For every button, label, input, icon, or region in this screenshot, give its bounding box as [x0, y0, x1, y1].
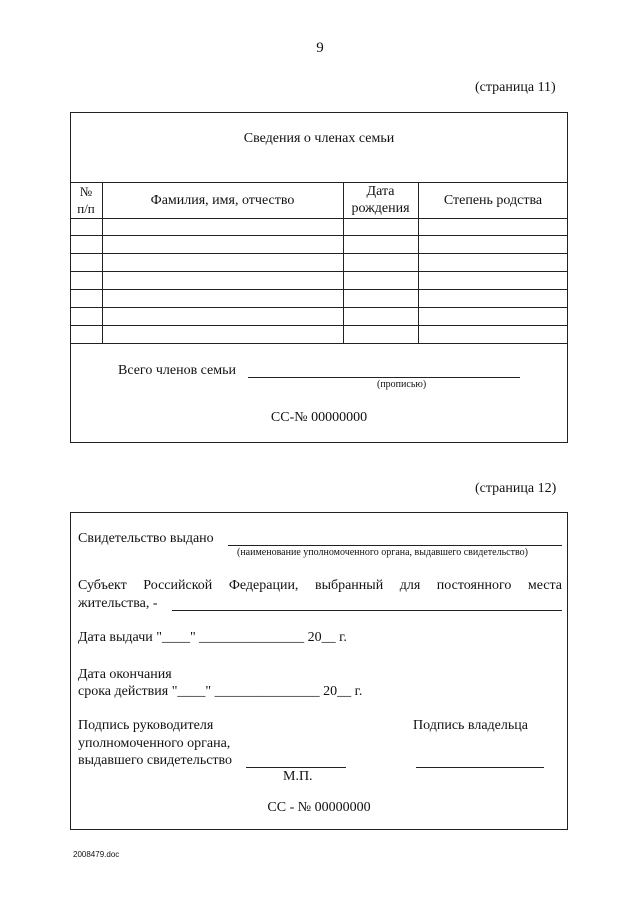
page-11-series: СС-№ 00000000 [270, 410, 368, 425]
col-fio-header: Фамилия, имя, отчество [150, 193, 295, 208]
total-members-hint: (прописью) [377, 379, 427, 390]
issued-by-field [228, 545, 562, 546]
family-members-form [70, 112, 568, 443]
page-11-label: (страница 11) [475, 80, 556, 95]
table-row-line [70, 289, 568, 290]
table-row-line [70, 307, 568, 308]
stamp-label: М.П. [283, 769, 313, 784]
head-signature-line-2: уполномоченного органа, [78, 736, 231, 751]
table-top-border [70, 182, 568, 183]
page-number: 9 [316, 40, 324, 56]
subject-field [172, 610, 562, 611]
total-members-field [248, 377, 520, 378]
table-row-line [70, 235, 568, 236]
subject-line-1: Субъект Российской Федерации, выбранный для постоянного места [78, 578, 562, 593]
table-bottom-border [70, 343, 568, 344]
table-row-line [70, 253, 568, 254]
issued-by-hint: (наименование уполномоченного органа, выдавшего свидетельство) [237, 547, 528, 558]
page-12-label: (страница 12) [475, 481, 557, 496]
col-num-line2: п/п [77, 201, 95, 216]
issue-date: Дата выдачи "____" _______________ 20__ г. [78, 630, 347, 645]
total-members-label: Всего членов семьи [118, 363, 237, 378]
issued-by-label: Свидетельство выдано [78, 531, 214, 546]
col-dob-line2: рождения [351, 201, 410, 216]
table-row-line [70, 271, 568, 272]
family-members-title: Сведения о членах семьи [243, 131, 395, 146]
table-header-border [70, 218, 568, 219]
page-12-series: СС - № 00000000 [267, 800, 371, 815]
owner-signature-label: Подпись владельца [413, 718, 528, 733]
col-relation-header: Степень родства [443, 193, 543, 208]
expiry-line-2: срока действия "____" _______________ 20__ г. [78, 684, 363, 699]
expiry-line-1: Дата окончания [78, 667, 172, 682]
head-signature-line-1: Подпись руководителя [78, 718, 214, 733]
table-row-line [70, 325, 568, 326]
col-dob-line1: Дата [366, 184, 395, 199]
subject-line-2: жительства, - [78, 596, 158, 611]
head-signature-line-3: выдавшего свидетельство [78, 753, 233, 768]
col-num-line1: № [79, 184, 93, 199]
file-name-footer: 2008479.doc [73, 850, 120, 859]
owner-signature-field [416, 767, 544, 768]
head-signature-field [246, 767, 346, 768]
